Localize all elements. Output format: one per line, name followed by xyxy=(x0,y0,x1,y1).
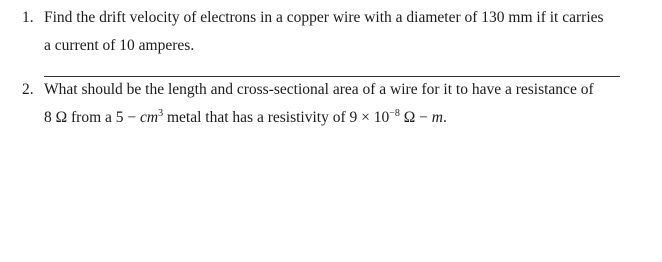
question-1-text-line-1: Find the drift velocity of electrons in a copper wire with a diameter of 130 mm if it carries xyxy=(44,9,604,26)
question-divider xyxy=(44,76,620,77)
question-1-number: 1. xyxy=(22,9,34,26)
resistivity-unit-m: m xyxy=(431,109,443,126)
resistivity-exponent: −8 xyxy=(389,108,400,119)
question-2-text-line-2 xyxy=(44,108,447,128)
volume-unit-cm: cm xyxy=(140,109,159,126)
question-2-number: 2. xyxy=(22,81,34,98)
question-2-text-part-a: 8 Ω from a 5 − xyxy=(44,109,141,126)
question-2-text-part-b: metal that has a resistivity of 9 × 10 xyxy=(163,109,390,126)
question-2-text-part-c: Ω − xyxy=(399,109,432,126)
volume-unit-exponent: 3 xyxy=(158,108,164,119)
question-2-period: . xyxy=(442,109,447,126)
question-2-text-line-1: What should be the length and cross-sectional area of a wire for it to have a resistance of xyxy=(44,81,594,98)
question-1-text-line-2: a current of 10 amperes. xyxy=(44,37,195,54)
